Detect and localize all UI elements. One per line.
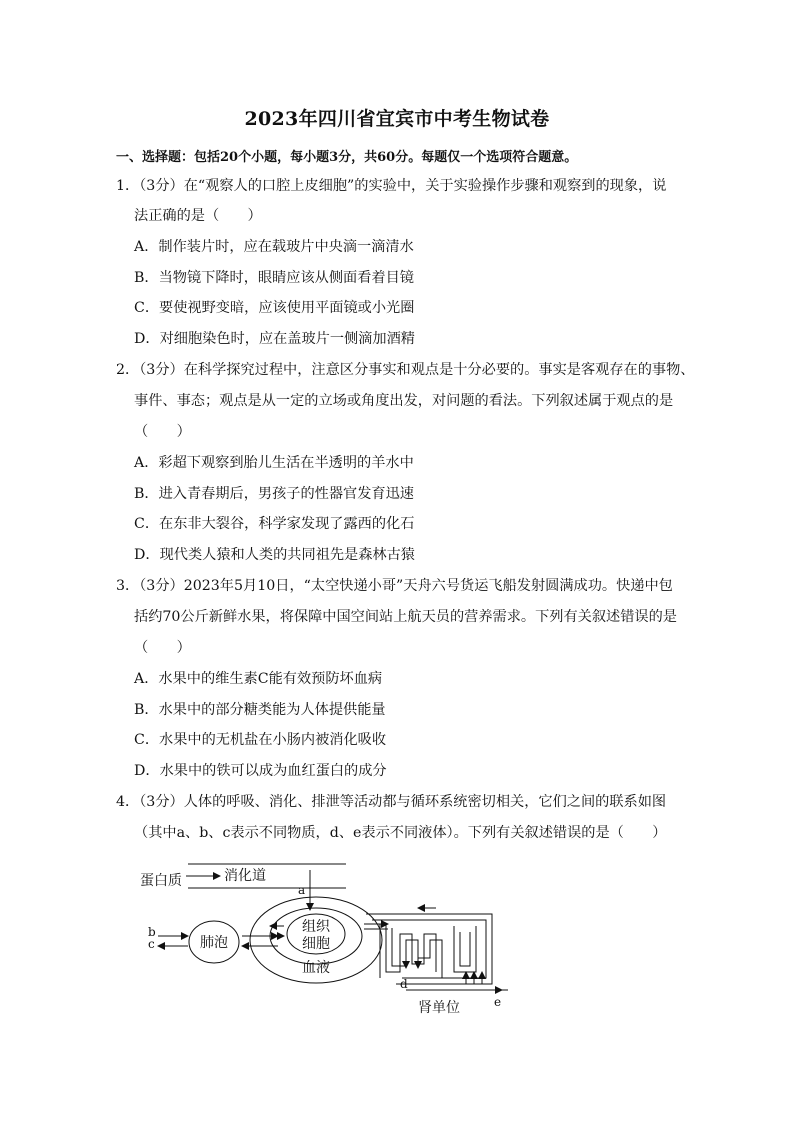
nephron-structure <box>366 914 508 990</box>
nephron-label: 肾单位 <box>418 1000 460 1016</box>
exam-title: 2023年四川省宜宾市中考生物试卷 <box>244 108 550 130</box>
q3-line-3: （ ） <box>134 640 191 656</box>
q3-option-c: C．水果中的无机盐在小肠内被消化吸收 <box>134 732 387 748</box>
circulation-diagram <box>136 856 516 1016</box>
q1-line-2: 法正确的是（ ） <box>134 208 262 224</box>
protein-label: 蛋白质 <box>140 873 182 889</box>
q2-line-1: 2．（3分）在科学探究过程中，注意区分事实和观点是十分必要的。事实是客观存在的事物、 <box>116 362 695 378</box>
q3-line-2: 括约70公斤新鲜水果，将保障中国空间站上航天员的营养需求。下列有关叙述错误的是 <box>134 609 677 625</box>
tissue-cell-label-2: 细胞 <box>302 936 330 952</box>
q2-option-d: D．现代类人猿和人类的共同祖先是森林古猿 <box>134 547 415 563</box>
blood-label: 血液 <box>302 960 330 976</box>
q4-line-1: 4．（3分）人体的呼吸、消化、排泄等活动都与循环系统密切相关，它们之间的联系如图 <box>116 794 667 810</box>
q2-option-b: B．进入青春期后，男孩子的性器官发育迅速 <box>134 486 414 502</box>
label-a: a <box>298 883 306 897</box>
label-c: c <box>148 937 155 951</box>
q1-option-b: B．当物镜下降时，眼睛应该从侧面看着目镜 <box>134 270 414 286</box>
q1-option-a: A．制作装片时，应在载玻片中央滴一滴清水 <box>134 239 414 255</box>
tissue-cell-label-1: 组织 <box>302 919 330 935</box>
q2-option-c: C．在东非大裂谷，科学家发现了露西的化石 <box>134 516 415 532</box>
q2-option-a: A．彩超下观察到胎儿生活在半透明的羊水中 <box>134 455 414 471</box>
q2-line-2: 事件、事态；观点是从一定的立场或角度出发，对问题的看法。下列叙述属于观点的是 <box>134 393 674 409</box>
q1-option-d: D．对细胞染色时，应在盖玻片一侧滴加酒精 <box>134 331 415 347</box>
q1-option-c: C．要使视野变暗，应该使用平面镜或小光圈 <box>134 300 415 316</box>
label-e: e <box>494 995 502 1009</box>
q3-option-a: A．水果中的维生素C能有效预防坏血病 <box>134 671 383 687</box>
q3-option-b: B．水果中的部分糖类能为人体提供能量 <box>134 702 386 718</box>
label-d: d <box>400 977 408 991</box>
q3-line-1: 3．（3分）2023年5月10日，“太空快递小哥”天舟六号货运飞船发射圆满成功。快递中包 <box>116 578 673 594</box>
q2-line-3: （ ） <box>134 424 191 440</box>
digestive-tract-label: 消化道 <box>224 868 266 884</box>
alveolus-label: 肺泡 <box>200 935 228 951</box>
section-heading: 一、选择题：包括20个小题，每小题3分，共60分。每题仅一个选项符合题意。 <box>116 150 578 165</box>
label-b: b <box>148 925 156 939</box>
q1-line-1: 1．（3分）在“观察人的口腔上皮细胞”的实验中，关于实验操作步骤和观察到的现象，说 <box>116 178 667 194</box>
q4-line-2: （其中a、b、c表示不同物质，d、e表示不同液体）。下列有关叙述错误的是（ ） <box>134 825 667 841</box>
q3-option-d: D．水果中的铁可以成为血红蛋白的成分 <box>134 763 387 779</box>
